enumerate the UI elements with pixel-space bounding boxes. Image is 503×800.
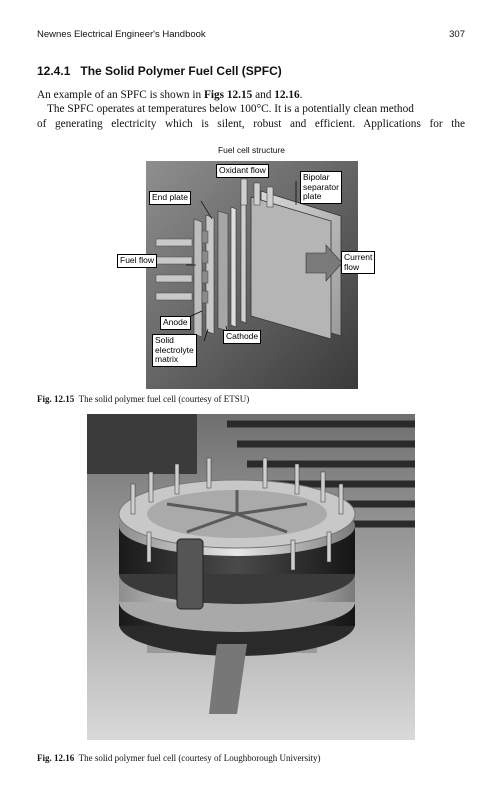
label-line: matrix	[155, 354, 179, 364]
fuel-cell-photo-image	[87, 414, 415, 740]
caption-text: The solid polymer fuel cell (courtesy of Loughborough University)	[78, 753, 321, 763]
paragraph-text: An example of an SPFC is shown in	[37, 89, 204, 101]
paragraph-2-line-1: The SPFC operates at temperatures below 100°C. It is a potentially clean method	[47, 103, 414, 115]
label-oxidant-flow: Oxidant flow	[216, 164, 269, 178]
label-line: separator	[303, 181, 339, 192]
label-current-flow	[341, 251, 375, 274]
label-line: Current	[344, 252, 373, 262]
section-heading	[37, 64, 282, 78]
running-head: Newnes Electrical Engineer's Handbook	[37, 29, 206, 40]
label-end-plate: End plate	[149, 191, 191, 205]
label-line: Solid	[155, 335, 174, 345]
figure-ref-12-15: Figs 12.15	[203, 89, 253, 101]
figure-12-15-caption	[37, 394, 249, 404]
caption-label: Fig. 12.15	[37, 394, 75, 404]
section-title: The Solid Polymer Fuel Cell (SPFC)	[80, 64, 282, 78]
label-cathode: Cathode	[223, 330, 261, 344]
section-number: 12.4.1	[37, 64, 71, 78]
label-line: Bipolar	[303, 172, 330, 182]
caption-label: Fig. 12.16	[37, 753, 75, 763]
label-bipolar-separator-plate	[300, 171, 342, 204]
fuel-cell-photo	[87, 414, 415, 740]
label-fuel-flow: Fuel flow	[117, 254, 157, 268]
label-line: plate	[303, 191, 322, 201]
paragraph-text: .	[299, 89, 303, 101]
page-number: 307	[449, 29, 465, 40]
caption-text: The solid polymer fuel cell (courtesy of ETSU)	[78, 394, 250, 404]
label-solid-electrolyte-matrix	[152, 334, 197, 367]
fuel-cell-diagram	[120, 161, 373, 389]
figure-ref-12-16: 12.16	[274, 89, 300, 101]
label-anode: Anode	[160, 316, 191, 330]
diagram-title: Fuel cell structure	[217, 145, 286, 155]
figure-12-16-caption	[37, 753, 321, 763]
label-line: electrolyte	[155, 344, 194, 355]
paragraph-text: and	[252, 89, 275, 101]
label-line: flow	[344, 261, 360, 272]
paragraph-2-line-2: of generating electricity which is silent, robust and efficient. Applications for the	[37, 118, 465, 130]
